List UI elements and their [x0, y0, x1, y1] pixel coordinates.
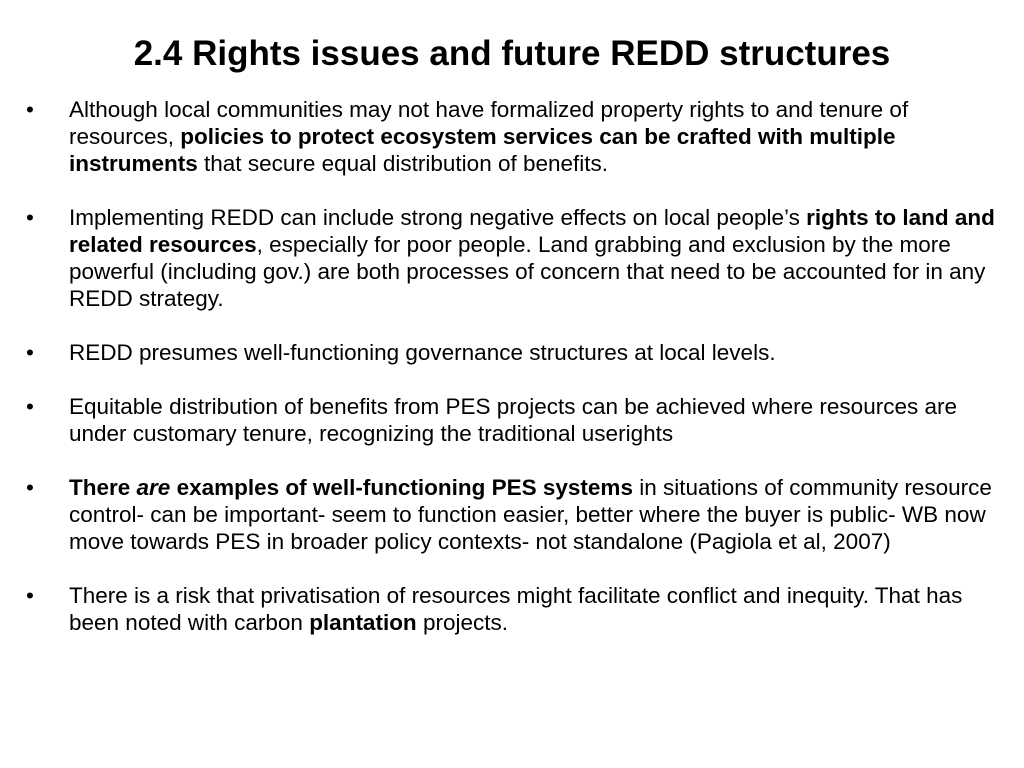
bullet-emphasis: plantation	[309, 610, 417, 635]
slide-title: 2.4 Rights issues and future REDD structures	[133, 34, 891, 73]
bullet-text: in situations of community resource control- can be important- seem to function easier, better where the buyer is public- WB now move towards PES in broader policy contexts- not standalone (Pagiola et al, 2007)	[69, 475, 992, 554]
bullet-marker: •	[26, 475, 34, 500]
bullet-emphasis: policies to protect ecosystem services can be crafted with multiple instruments	[69, 124, 896, 176]
bullet-emphasis: rights to land and related resources	[69, 205, 995, 257]
bullet-list	[26, 96, 1018, 636]
bullet-text: projects.	[416, 610, 508, 635]
bullet-item-pes-examples	[26, 474, 1018, 555]
bullet-marker: •	[26, 583, 34, 608]
bullet-text: , especially for poor people. Land grabbing and exclusion by the more powerful (including gov.) are both processes of concern that need to be accounted for in any REDD strategy.	[69, 232, 986, 311]
bullet-text: that secure equal distribution of benefits.	[197, 151, 609, 176]
bullet-item-negative-effects	[26, 204, 1018, 312]
bullet-marker: •	[26, 340, 34, 365]
bullet-emphasis-italic: are	[136, 475, 171, 500]
bullet-text: userights	[581, 421, 674, 446]
bullet-marker: •	[26, 394, 34, 419]
bullet-marker: •	[26, 205, 34, 230]
bullet-text: Equitable distribution of benefits from PES projects can be achieved where resources are under customary tenure, recognizing the traditional	[69, 394, 957, 446]
bullet-marker: •	[26, 97, 34, 122]
bullet-text: There is a risk that privatisation of resources might facilitate conflict and inequity. That has been noted with carbon	[69, 583, 963, 635]
bullet-item-equitable-distribution	[26, 393, 1018, 447]
bullet-text: REDD presumes well-functioning governance structures at local levels.	[69, 340, 776, 365]
bullet-emphasis: examples of well-functioning PES systems	[170, 475, 633, 500]
bullet-item-formalized-rights	[26, 96, 1018, 177]
bullet-item-governance	[26, 339, 1018, 366]
bullet-text: Although local communities may not have formalized property rights to and tenure of resources,	[69, 97, 909, 149]
bullet-text: Implementing REDD can include strong negative effects on local people’s	[69, 205, 807, 230]
bullet-emphasis: There	[69, 475, 137, 500]
bullet-item-privatisation-risk	[26, 582, 1018, 636]
